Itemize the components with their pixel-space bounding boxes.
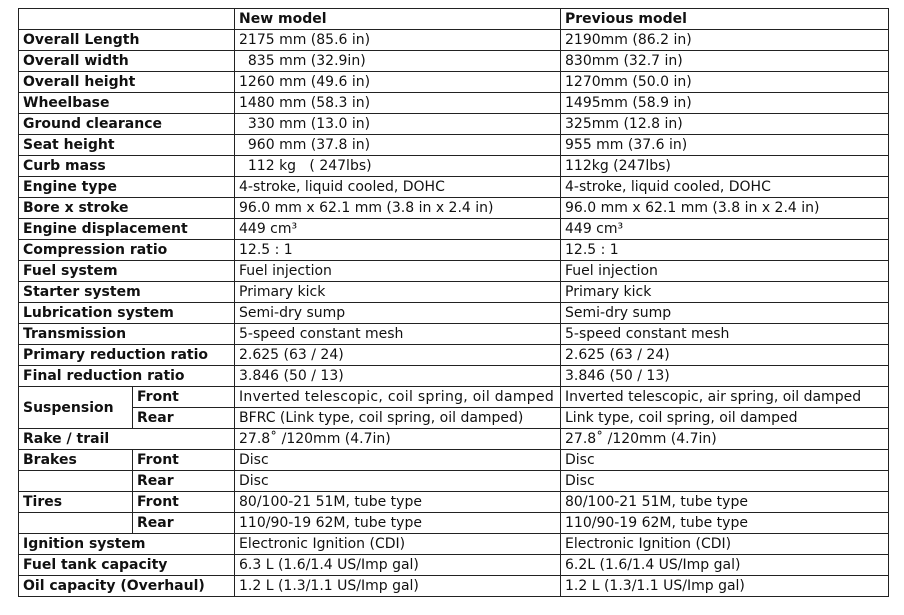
previous-model-value: 449 cm³ (561, 219, 889, 240)
previous-model-value: 3.846 (50 / 13) (561, 366, 889, 387)
spec-label: Fuel system (19, 261, 235, 282)
previous-model-value: 5-speed constant mesh (561, 324, 889, 345)
table-row (19, 534, 889, 555)
new-model-value: Inverted telescopic, coil spring, oil damped (235, 387, 561, 408)
new-model-value: 110/90-19 62M, tube type (235, 513, 561, 534)
previous-model-value: 2190mm (86.2 in) (561, 30, 889, 51)
spec-label: Overall height (19, 72, 235, 93)
spec-label: Engine type (19, 177, 235, 198)
spec-sublabel: Front (133, 387, 235, 408)
spec-label: Primary reduction ratio (19, 345, 235, 366)
new-model-value: BFRC (Link type, coil spring, oil damped) (235, 408, 561, 429)
previous-model-value: 955 mm (37.6 in) (561, 135, 889, 156)
table-row (19, 156, 889, 177)
table-row (19, 366, 889, 387)
spec-label: Overall width (19, 51, 235, 72)
previous-model-value: Primary kick (561, 282, 889, 303)
spec-comparison-table (18, 8, 889, 597)
spec-sublabel: Rear (133, 408, 235, 429)
table-row (19, 261, 889, 282)
previous-model-value: 4-stroke, liquid cooled, DOHC (561, 177, 889, 198)
new-model-value: Fuel injection (235, 261, 561, 282)
new-model-value: 80/100-21 51M, tube type (235, 492, 561, 513)
previous-model-value: 96.0 mm x 62.1 mm (3.8 in x 2.4 in) (561, 198, 889, 219)
previous-model-value: 112kg (247lbs) (561, 156, 889, 177)
spec-label: Curb mass (19, 156, 235, 177)
previous-model-value: 110/90-19 62M, tube type (561, 513, 889, 534)
spec-label-empty (19, 471, 133, 492)
new-model-value: 2.625 (63 / 24) (235, 345, 561, 366)
new-model-value: 6.3 L (1.6/1.4 US/Imp gal) (235, 555, 561, 576)
spec-sublabel: Front (133, 450, 235, 471)
table-row (19, 51, 889, 72)
new-model-value: 449 cm³ (235, 219, 561, 240)
spec-label (19, 387, 133, 429)
table-row (19, 471, 889, 492)
new-model-value: 960 mm (37.8 in) (235, 135, 561, 156)
new-model-value: 96.0 mm x 62.1 mm (3.8 in x 2.4 in) (235, 198, 561, 219)
new-model-value: 835 mm (32.9in) (235, 51, 561, 72)
spec-label: Seat height (19, 135, 235, 156)
previous-model-value: 27.8˚ /120mm (4.7in) (561, 429, 889, 450)
table-row (19, 450, 889, 471)
new-model-value: Semi-dry sump (235, 303, 561, 324)
spec-label: Tires (19, 492, 133, 513)
header-previous-model: Previous model (561, 9, 889, 30)
previous-model-value: 80/100-21 51M, tube type (561, 492, 889, 513)
table-row (19, 114, 889, 135)
previous-model-value: Link type, coil spring, oil damped (561, 408, 889, 429)
previous-model-value: 12.5 : 1 (561, 240, 889, 261)
previous-model-value: 1270mm (50.0 in) (561, 72, 889, 93)
spec-label: Bore x stroke (19, 198, 235, 219)
spec-label-empty (19, 513, 133, 534)
header-blank-cell (19, 9, 235, 30)
spec-rows-tail (19, 534, 889, 597)
table-row (19, 198, 889, 219)
suspension-group (19, 387, 889, 534)
spec-label: Ground clearance (19, 114, 235, 135)
spec-rows (19, 30, 889, 387)
spec-label: Ignition system (19, 534, 235, 555)
previous-model-value: 1.2 L (1.3/1.1 US/Imp gal) (561, 576, 889, 597)
new-model-value: 3.846 (50 / 13) (235, 366, 561, 387)
previous-model-value: Fuel injection (561, 261, 889, 282)
table-row (19, 219, 889, 240)
new-model-value: 112 kg ( 247lbs) (235, 156, 561, 177)
previous-model-value: 2.625 (63 / 24) (561, 345, 889, 366)
previous-model-value: 830mm (32.7 in) (561, 51, 889, 72)
table-row (19, 72, 889, 93)
table-row (19, 303, 889, 324)
table-row (19, 177, 889, 198)
suspension-label: Suspension (23, 399, 114, 416)
spec-sublabel: Front (133, 492, 235, 513)
spec-sublabel: Rear (133, 471, 235, 492)
new-model-value: 5-speed constant mesh (235, 324, 561, 345)
new-model-value: 27.8˚ /120mm (4.7in) (235, 429, 561, 450)
spec-label: Brakes (19, 450, 133, 471)
new-model-value: 1480 mm (58.3 in) (235, 93, 561, 114)
new-model-value: Electronic Ignition (CDI) (235, 534, 561, 555)
previous-model-value: Electronic Ignition (CDI) (561, 534, 889, 555)
spec-label: Starter system (19, 282, 235, 303)
previous-model-value: Disc (561, 471, 889, 492)
previous-model-value: Semi-dry sump (561, 303, 889, 324)
table-row (19, 387, 889, 408)
table-row (19, 282, 889, 303)
table-row (19, 429, 889, 450)
spec-label: Wheelbase (19, 93, 235, 114)
table-row (19, 93, 889, 114)
table-row (19, 30, 889, 51)
new-model-value: 330 mm (13.0 in) (235, 114, 561, 135)
previous-model-value: Disc (561, 450, 889, 471)
previous-model-value: 325mm (12.8 in) (561, 114, 889, 135)
header-new-model: New model (235, 9, 561, 30)
previous-model-value: 1495mm (58.9 in) (561, 93, 889, 114)
new-model-value: Primary kick (235, 282, 561, 303)
spec-label: Transmission (19, 324, 235, 345)
table-row (19, 492, 889, 513)
new-model-value: 1.2 L (1.3/1.1 US/Imp gal) (235, 576, 561, 597)
table-row (19, 345, 889, 366)
header-row (19, 9, 889, 30)
table-row (19, 513, 889, 534)
spec-label: Engine displacement (19, 219, 235, 240)
previous-model-value: Inverted telescopic, air spring, oil damped (561, 387, 889, 408)
table-row (19, 240, 889, 261)
previous-model-value: 6.2L (1.6/1.4 US/Imp gal) (561, 555, 889, 576)
new-model-value: 2175 mm (85.6 in) (235, 30, 561, 51)
new-model-value: Disc (235, 450, 561, 471)
table-row (19, 324, 889, 345)
spec-label: Lubrication system (19, 303, 235, 324)
spec-label: Oil capacity (Overhaul) (19, 576, 235, 597)
new-model-value: 1260 mm (49.6 in) (235, 72, 561, 93)
table-row (19, 408, 889, 429)
table-row (19, 135, 889, 156)
new-model-value: Disc (235, 471, 561, 492)
table-row (19, 576, 889, 597)
spec-label: Rake / trail (19, 429, 235, 450)
spec-label: Fuel tank capacity (19, 555, 235, 576)
spec-sublabel: Rear (133, 513, 235, 534)
spec-label: Overall Length (19, 30, 235, 51)
new-model-value: 4-stroke, liquid cooled, DOHC (235, 177, 561, 198)
new-model-value: 12.5 : 1 (235, 240, 561, 261)
spec-label: Compression ratio (19, 240, 235, 261)
table-row (19, 555, 889, 576)
spec-label: Final reduction ratio (19, 366, 235, 387)
